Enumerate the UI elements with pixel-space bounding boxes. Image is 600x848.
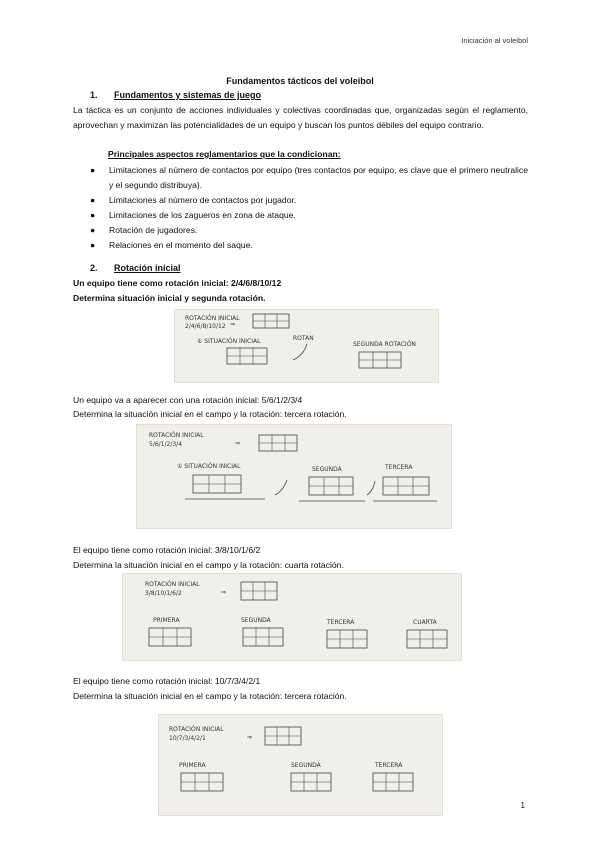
bullet-icon: ● [90, 240, 96, 250]
list-item: ● Relaciones en el momento del saque. [90, 238, 528, 253]
photo-label: TERCERA [385, 464, 413, 471]
handwritten-rotation-photo-3 [122, 573, 462, 661]
exercise-2-statement: Un equipo va a aparecer con una rotación inicial: 5/6/1/2/3/4 [73, 395, 303, 405]
exercise-1-task: Determina situación inicial y segunda rotación. [73, 293, 266, 303]
exercise-4-task: Determina la situación inicial en el campo y la rotación: tercera rotación. [73, 691, 347, 701]
photo-caption: ROTACIÓN INICIAL [149, 432, 204, 439]
section-1-heading [90, 90, 390, 102]
photo-caption: ROTACIÓN INICIAL [145, 581, 200, 588]
photo-label: CUARTA [413, 619, 437, 626]
photo-label: PRIMERA [153, 617, 180, 624]
list-item: ● Rotación de jugadores. [90, 223, 528, 238]
svg-text:⇒: ⇒ [221, 589, 227, 596]
list-item: ● Limitaciones al número de contactos por equipo (tres contactos por equipo, es clave que el primero neutralice y el segundo distribuya). [90, 165, 528, 190]
svg-text:⇒: ⇒ [235, 440, 241, 447]
section-title: Fundamentos y sistemas de juego [114, 90, 262, 100]
photo-label: SEGUNDA [291, 762, 321, 769]
bullet-icon: ● [90, 165, 96, 175]
svg-text:⇒: ⇒ [230, 321, 236, 328]
photo-label: TERCERA [327, 619, 355, 626]
list-item: ● Limitaciones de los zagueros en zona de ataque. [90, 208, 528, 223]
section-number: 1. [90, 90, 98, 100]
bullet-icon: ● [90, 225, 96, 235]
photo-label: ROTAN [293, 335, 314, 342]
exercise-2-task: Determina la situación inicial en el campo y la rotación: tercera rotación. [73, 409, 347, 419]
exercise-3-statement: El equipo tiene como rotación inicial: 3/8/10/1/6/2 [73, 545, 261, 555]
subheading: Principales aspectos reglamentarios que la condicionan: [108, 149, 341, 159]
photo-label: SEGUNDA [312, 466, 342, 473]
svg-text:⇒: ⇒ [247, 734, 253, 741]
exercise-3-task: Determina la situación inicial en el campo y la rotación: cuarta rotación. [73, 560, 344, 570]
intro-paragraph: La táctica es un conjunto de acciones individuales y colectivas coordinadas que, organizadas según el reglamento, aprovechan y maximizan las potencialidades de un equipo y buscan los puntos débiles del equipo contrario. [73, 105, 528, 130]
handwritten-rotation-photo-2 [136, 424, 452, 529]
list-item: ● Limitaciones al número de contactos por jugador. [90, 193, 528, 208]
handwritten-rotation-photo-4 [158, 714, 443, 816]
photo-label: SEGUNDA ROTACIÓN [353, 341, 416, 348]
bullet-list [90, 163, 528, 253]
handwritten-diagram [123, 574, 461, 660]
photo-label: TERCERA [375, 762, 403, 769]
bullet-icon: ● [90, 210, 96, 220]
handwritten-diagram [137, 425, 451, 528]
photo-sequence: 5/6/1/2/3/4 [149, 441, 183, 448]
handwritten-diagram [159, 715, 442, 815]
section-2-heading [90, 263, 390, 275]
page-number: 1 [520, 801, 525, 810]
handwritten-rotation-photo-1 [174, 309, 439, 383]
handwritten-diagram [175, 310, 438, 382]
bullet-icon: ● [90, 195, 96, 205]
section-title: Rotación inicial [114, 263, 181, 273]
photo-caption: ROTACIÓN INICIAL [169, 726, 224, 733]
photo-sequence: 3/8/10/1/6/2 [145, 590, 182, 597]
exercise-4-statement: El equipo tiene como rotación inicial: 10/7/3/4/2/1 [73, 676, 261, 686]
photo-label: PRIMERA [179, 762, 206, 769]
photo-sequence: 10/7/3/4/2/1 [169, 735, 206, 742]
photo-caption: ROTACIÓN INICIAL [185, 315, 240, 322]
photo-sequence: 2/4/6/8/10/12 [185, 323, 226, 330]
photo-label: ① SITUACIÓN INICIAL [177, 463, 241, 470]
section-number: 2. [90, 263, 98, 273]
exercise-1-statement: Un equipo tiene como rotación inicial: 2/4/6/8/10/12 [73, 278, 282, 288]
running-header: Iniciación al voleibol [461, 36, 528, 45]
photo-label: ① SITUACIÓN INICIAL [197, 338, 261, 345]
document-title: Fundamentos tácticos del voleibol [226, 76, 374, 86]
photo-label: SEGUNDA [241, 617, 271, 624]
